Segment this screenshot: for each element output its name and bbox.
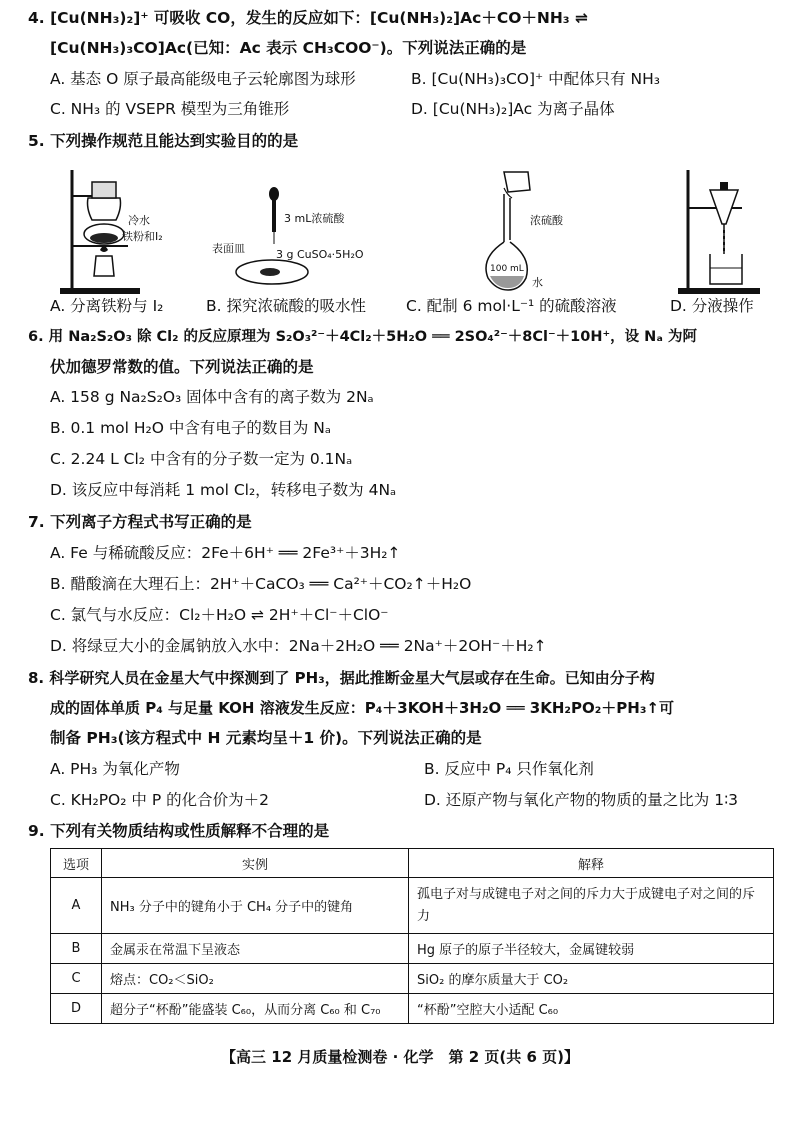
row-explanation: 孤电子对与成键电子对之间的斥力大于成键电子对之间的斥力 — [409, 878, 774, 934]
q9-stem: 9. 下列有关物质结构或性质解释不合理的是 — [28, 822, 330, 840]
row-example: NH₃ 分子中的键角小于 CH₄ 分子中的键角 — [102, 878, 409, 934]
q6-stem-line1: 6. 用 Na₂S₂O₃ 除 Cl₂ 的反应原理为 S₂O₃²⁻＋4Cl₂＋5H₂O ══ 2SO₄²⁻＋8Cl⁻＋10H⁺，设 Nₐ 为阿 — [28, 329, 697, 345]
fig-c-label-acid: 浓硫酸 — [530, 214, 563, 227]
q8-option-a: A. PH₃ 为氧化产物 — [50, 760, 180, 778]
row-key: B — [51, 934, 102, 964]
fig-a-label-cold-water: 冷水 — [128, 214, 150, 227]
page-footer: 【高三 12 月质量检测卷 · 化学 第 2 页(共 6 页)】 — [221, 1048, 579, 1066]
q8-option-c: C. KH₂PO₂ 中 P 的化合价为＋2 — [50, 791, 269, 809]
row-key: A — [51, 878, 102, 934]
q8-stem-line3: 制备 PH₃(该方程式中 H 元素均呈＋1 价)。下列说法正确的是 — [50, 729, 482, 747]
q4-option-d: D. [Cu(NH₃)₂]Ac 为离子晶体 — [411, 100, 615, 118]
q7-option-d: D. 将绿豆大小的金属钠放入水中：2Na＋2H₂O ══ 2Na⁺＋2OH⁻＋H₂↑ — [50, 637, 547, 655]
table-row — [51, 934, 774, 964]
fig-c-label-volume: 100 mL — [490, 264, 524, 274]
q8-stem-line1: 8. 科学研究人员在金星大气中探测到了 PH₃，据此推断金星大气层或存在生命。已知由分子构 — [28, 669, 655, 687]
q5-option-a: A. 分离铁粉与 I₂ — [50, 297, 164, 315]
q5-option-b: B. 探究浓硫酸的吸水性 — [206, 297, 366, 315]
q5-option-d: D. 分液操作 — [670, 297, 754, 315]
q8-option-b: B. 反应中 P₄ 只作氧化剂 — [424, 760, 594, 778]
table-row — [51, 994, 774, 1024]
row-example: 超分子“杯酚”能盛装 C₆₀，从而分离 C₆₀ 和 C₇₀ — [102, 994, 409, 1024]
q8-option-d: D. 还原产物与氧化产物的物质的量之比为 1∶3 — [424, 791, 738, 809]
row-explanation: SiO₂ 的摩尔质量大于 CO₂ — [409, 964, 774, 994]
fig-b-label-cuso4: 3 g CuSO₄·5H₂O — [276, 248, 364, 261]
separatory-funnel-drawing — [676, 168, 776, 298]
row-key: C — [51, 964, 102, 994]
q4-option-b: B. [Cu(NH₃)₃CO]⁺ 中配体只有 NH₃ — [411, 70, 661, 88]
q9-table — [50, 848, 774, 1024]
q6-option-a: A. 158 g Na₂S₂O₃ 固体中含有的离子数为 2Nₐ — [50, 388, 374, 406]
header-example: 实例 — [102, 849, 409, 878]
q7-option-b: B. 醋酸滴在大理石上：2H⁺＋CaCO₃ ══ Ca²⁺＋CO₂↑＋H₂O — [50, 575, 472, 593]
table-row — [51, 878, 774, 934]
q8-stem-line2: 成的固体单质 P₄ 与足量 KOH 溶液发生反应：P₄＋3KOH＋3H₂O ══ 3KH₂PO₂＋PH₃↑可 — [50, 699, 674, 717]
header-option: 选项 — [51, 849, 102, 878]
fig-b-label-acid: 3 mL浓硫酸 — [284, 212, 345, 225]
q7-option-a: A. Fe 与稀硫酸反应：2Fe＋6H⁺ ══ 2Fe³⁺＋3H₂↑ — [50, 544, 401, 562]
row-explanation: “杯酚”空腔大小适配 C₆₀ — [409, 994, 774, 1024]
q4-option-a: A. 基态 O 原子最高能级电子云轮廓图为球形 — [50, 70, 356, 88]
watch-glass-drawing — [212, 168, 382, 298]
header-explanation: 解释 — [409, 849, 774, 878]
row-explanation: Hg 原子的原子半径较大，金属键较弱 — [409, 934, 774, 964]
table-header-row — [51, 849, 774, 878]
q6-option-b: B. 0.1 mol H₂O 中含有电子的数目为 Nₐ — [50, 419, 331, 437]
table-row — [51, 964, 774, 994]
q7-option-c: C. 氯气与水反应：Cl₂＋H₂O ⇌ 2H⁺＋Cl⁻＋ClO⁻ — [50, 606, 389, 624]
q6-option-c: C. 2.24 L Cl₂ 中含有的分子数一定为 0.1Nₐ — [50, 450, 353, 468]
q5-figure-a — [56, 168, 186, 298]
q4-stem-line2: [Cu(NH₃)₃CO]Ac(已知：Ac 表示 CH₃COO⁻)。下列说法正确的是 — [50, 39, 527, 57]
sublimation-apparatus-drawing — [56, 168, 186, 298]
q4-stem-line1: 4. [Cu(NH₃)₂]⁺ 可吸收 CO，发生的反应如下：[Cu(NH₃)₂]Ac＋CO＋NH₃ ⇌ — [28, 9, 588, 27]
q5-figure-c — [474, 168, 594, 298]
fig-a-label-iron-iodine: 铁粉和I₂ — [122, 230, 163, 243]
row-example: 金属汞在常温下呈液态 — [102, 934, 409, 964]
q5-figure-d — [676, 168, 776, 298]
q6-option-d: D. 该反应中每消耗 1 mol Cl₂，转移电子数为 4Nₐ — [50, 481, 397, 499]
q4-option-c: C. NH₃ 的 VSEPR 模型为三角锥形 — [50, 100, 290, 118]
fig-b-label-watch-glass: 表面皿 — [212, 242, 245, 255]
row-key: D — [51, 994, 102, 1024]
fig-c-label-water: 水 — [532, 276, 543, 289]
q5-option-c: C. 配制 6 mol·L⁻¹ 的硫酸溶液 — [406, 297, 617, 315]
q5-stem: 5. 下列操作规范且能达到实验目的的是 — [28, 132, 299, 150]
q7-stem: 7. 下列离子方程式书写正确的是 — [28, 513, 252, 531]
row-example: 熔点：CO₂＜SiO₂ — [102, 964, 409, 994]
q5-figure-b — [212, 168, 382, 298]
q6-stem-line2: 伏加德罗常数的值。下列说法正确的是 — [50, 358, 314, 376]
